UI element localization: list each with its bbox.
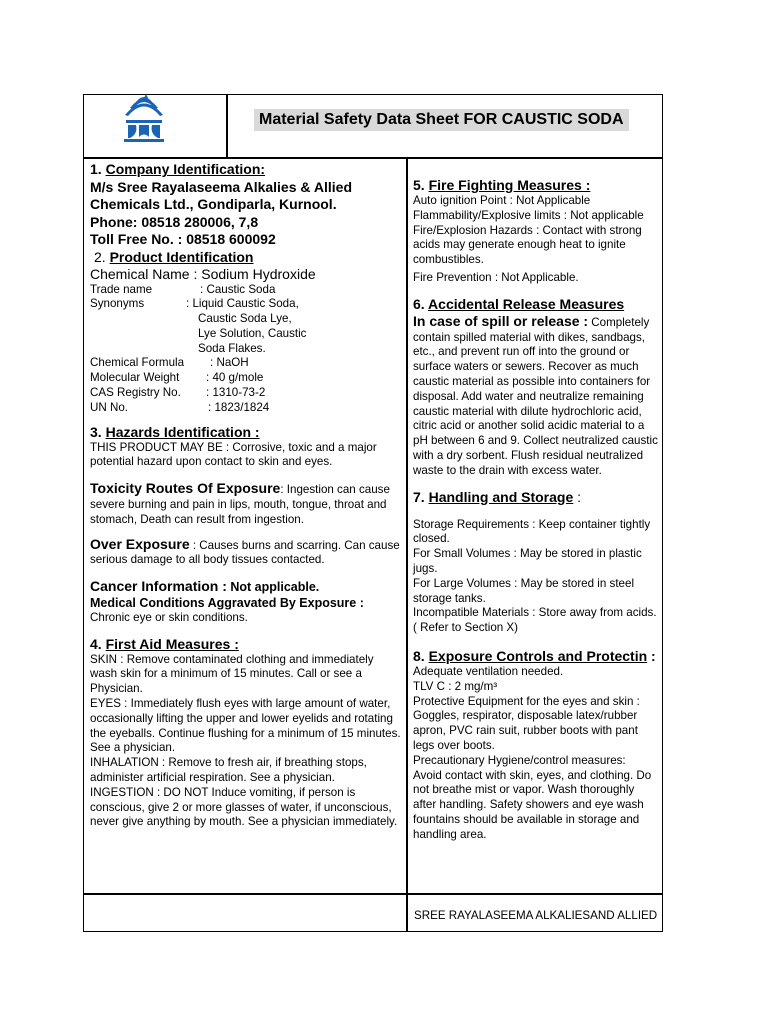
first-aid-ingestion: INGESTION : DO NOT Induce vomiting, if person is conscious, give 2 or more glasses of water, if unconscious, never give anything by mouth. See a physician immediately. xyxy=(90,785,398,829)
exposure-heading-text: Exposure Controls and Protectin xyxy=(428,647,648,664)
handling-heading-tail: : xyxy=(573,488,582,505)
trade-name-label: Trade name xyxy=(90,282,153,296)
first-aid-inhalation: INHALATION : Remove to fresh air, if breathing stops, administer artificial respiration. See a physician. xyxy=(90,756,367,785)
synonyms-line3: Lye Solution, Caustic xyxy=(198,326,307,340)
formula-label: Chemical Formula xyxy=(90,356,185,370)
company-heading-num: 1. xyxy=(90,161,106,177)
medical-label: Medical Conditions Aggravated By Exposure : xyxy=(90,596,364,611)
exposure-line1: Adequate ventilation needed. xyxy=(413,664,564,678)
fire-heading-num: 5. xyxy=(413,177,429,193)
over-exposure-text: : Causes burns and scarring. Can cause serious damage to all body tissues contacted. xyxy=(90,538,400,567)
exposure-line2: TLV C : 2 mg/m³ xyxy=(413,679,498,693)
first-aid-skin: SKIN : Remove contaminated clothing and immediately wash skin for a minimum of 15 minutes. Call or see a Physician. xyxy=(90,652,374,696)
handling-heading-num: 7. xyxy=(413,488,429,505)
un-row xyxy=(90,401,402,416)
exposure-heading-tail: : xyxy=(647,647,656,664)
right-column xyxy=(413,177,658,842)
company-name-line2: Chemicals Ltd., Gondiparla, Kurnool. xyxy=(90,196,337,212)
fire-line1: Auto ignition Point : Not Applicable xyxy=(413,194,591,207)
cas-row xyxy=(90,386,402,401)
release-sub: In case of spill or release : xyxy=(413,312,589,329)
handling-line5: ( Refer to Section X) xyxy=(413,621,519,635)
medical-text: Chronic eye or skin conditions. xyxy=(90,610,248,624)
cancer-text: Not applicable. xyxy=(226,580,320,595)
cas-value: : 1310-73-2 xyxy=(206,386,266,400)
company-name-line1: M/s Sree Rayalaseema Alkalies & Allied xyxy=(90,178,352,195)
release-heading xyxy=(413,296,658,313)
synonyms-label: Synonyms xyxy=(90,297,145,311)
column-divider xyxy=(406,157,408,932)
trade-name-value: : Caustic Soda xyxy=(200,282,276,296)
toxicity-block xyxy=(90,480,402,527)
toxicity-text: : Ingestion can cause severe burning and pain in lips, mouth, tongue, throat and stomach, Death can result from ingestion. xyxy=(90,483,390,526)
chemical-name: Chemical Name : Sodium Hydroxide xyxy=(90,265,316,282)
exposure-line3: Protective Equipment for the eyes and skin : Goggles, respirator, disposable latex/rubber apron, PVC rain suit, rubber boots with pant legs over boots. xyxy=(413,694,640,752)
synonyms-row xyxy=(90,297,402,312)
trade-name-row xyxy=(90,283,402,298)
first-aid-heading-text: First Aid Measures : xyxy=(105,635,239,652)
un-label: UN No. xyxy=(90,400,129,414)
fire-heading xyxy=(413,177,658,194)
exposure-heading xyxy=(413,648,658,665)
header-divider xyxy=(226,95,228,158)
product-heading-text: Product Identification xyxy=(109,248,254,265)
formula-row xyxy=(90,356,402,371)
handling-line3: For Large Volumes : May be stored in steel storage tanks. xyxy=(413,576,635,605)
header-bottom-line xyxy=(84,157,662,159)
first-aid-heading xyxy=(90,636,402,653)
weight-label: Molecular Weight xyxy=(90,371,180,385)
footer-top-line xyxy=(84,893,662,895)
company-logo-icon xyxy=(116,92,172,152)
left-column xyxy=(90,161,402,830)
fire-line3: Fire/Explosion Hazards : Contact with strong acids may generate enough heat to ignite combustibles. xyxy=(413,223,642,267)
hazards-heading-num: 3. xyxy=(90,423,106,440)
company-phone: Phone: 08518 280006, 7,8 xyxy=(90,213,259,230)
product-heading-num: 2. xyxy=(94,248,110,265)
un-value: : 1823/1824 xyxy=(208,400,270,414)
handling-heading-text: Handling and Storage xyxy=(428,488,574,505)
footer-company-text: SREE RAYALASEEMA ALKALIESAND ALLIED xyxy=(414,909,658,922)
over-exposure-block xyxy=(90,536,402,569)
exposure-line5: Avoid contact with skin, eyes, and clothing. Do not breathe mist or vapor. Wash thoroughly after handling. Safety showers and eye wash fountains should be available in storage and handling area. xyxy=(413,768,652,841)
release-text: Completely contain spilled material with dikes, sandbags, etc., and prevent run off into the ground or surface waters or sewers. Recover as much caustic material as possible into containers for disposal. Add water and neutralize remaining caustic material with dilute hydrochloric acid, citric acid or another solid acidic material to a pH between 6 and 9. Collect neutralized caustic with a dry sorbent. Flush residual neutralized waste to the drain with excess water. xyxy=(413,315,658,477)
first-aid-eyes: EYES : Immediately flush eyes with large amount of water, occasionally lifting the upper and lower eyelids and rotating the eyeballs. Continue flushing for a minimum of 15 minutes. See a physician. xyxy=(90,697,401,755)
company-tollfree: Toll Free No. : 08518 600092 xyxy=(90,231,276,247)
hazards-heading-text: Hazards Identification : xyxy=(105,423,260,440)
fire-heading-text: Fire Fighting Measures : xyxy=(428,177,591,193)
cas-label: CAS Registry No. xyxy=(90,386,181,400)
weight-value: : 40 g/mole xyxy=(206,371,264,385)
synonyms-line2: Caustic Soda Lye, xyxy=(198,312,292,326)
toxicity-label: Toxicity Routes Of Exposure xyxy=(90,480,281,497)
first-aid-heading-num: 4. xyxy=(90,635,106,652)
exposure-heading-num: 8. xyxy=(413,647,429,664)
synonyms-line1: : Liquid Caustic Soda, xyxy=(186,297,299,311)
handling-line2: For Small Volumes : May be stored in plastic jugs. xyxy=(413,547,642,575)
page-title: Material Safety Data Sheet FOR CAUSTIC SODA xyxy=(254,109,629,131)
hazards-text: THIS PRODUCT MAY BE : Corrosive, toxic and a major potential hazard upon contact to skin and eyes. xyxy=(90,440,377,469)
synonyms-line4: Soda Flakes. xyxy=(198,341,266,355)
company-heading xyxy=(90,161,402,179)
fire-line4: Fire Prevention : Not Applicable. xyxy=(413,270,579,284)
release-heading-num: 6. xyxy=(413,295,429,312)
cancer-label: Cancer Information : xyxy=(90,578,227,595)
company-heading-text: Company Identification: xyxy=(105,161,266,177)
handling-heading xyxy=(413,489,658,506)
hazards-heading xyxy=(90,424,402,441)
release-heading-text: Accidental Release Measures xyxy=(428,295,625,312)
handling-line4: Incompatible Materials : Store away from acids. xyxy=(413,606,657,620)
handling-line1: Storage Requirements : Keep container tightly closed. xyxy=(413,517,651,546)
formula-value: : NaOH xyxy=(210,356,249,370)
msds-sheet xyxy=(83,94,663,932)
fire-line2: Flammability/Explosive limits : Not applicable xyxy=(413,208,644,222)
exposure-line4: Precautionary Hygiene/control measures: xyxy=(413,753,626,767)
weight-row xyxy=(90,371,402,386)
product-heading xyxy=(90,249,402,266)
release-block xyxy=(413,313,658,479)
over-exposure-label: Over Exposure xyxy=(90,535,190,552)
cancer-block xyxy=(90,578,402,596)
